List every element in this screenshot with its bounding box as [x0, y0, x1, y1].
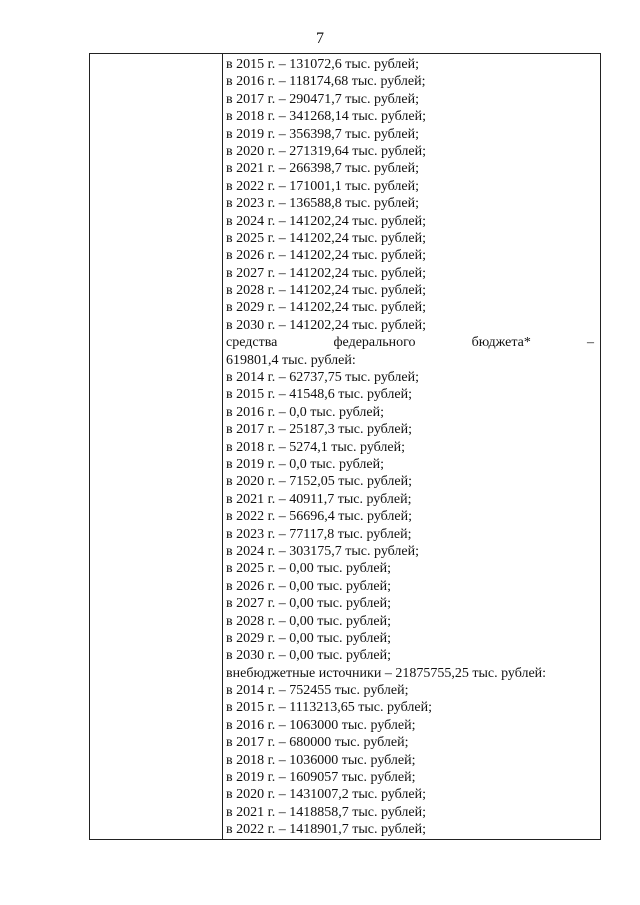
funding-year-line: в 2022 г. – 171001,1 тыс. рублей;	[226, 178, 419, 194]
funding-year-line: в 2016 г. – 0,0 тыс. рублей;	[226, 404, 384, 420]
funding-year-line: в 2020 г. – 271319,64 тыс. рублей;	[226, 143, 426, 159]
funding-year-line: в 2030 г. – 0,00 тыс. рублей;	[226, 648, 391, 664]
funding-year-line: в 2020 г. – 7152,05 тыс. рублей;	[226, 474, 412, 490]
heading-word: бюджета*	[471, 335, 531, 351]
heading-word: –	[587, 335, 594, 351]
funding-year-line: в 2027 г. – 0,00 тыс. рублей;	[226, 596, 391, 612]
funding-year-line: в 2015 г. – 41548,6 тыс. рублей;	[226, 387, 412, 403]
funding-year-line: в 2018 г. – 341268,14 тыс. рублей;	[226, 109, 426, 125]
funding-year-line: в 2016 г. – 1063000 тыс. рублей;	[226, 717, 416, 733]
funding-year-line: в 2022 г. – 56696,4 тыс. рублей;	[226, 509, 412, 525]
regional-budget-lines	[226, 56, 594, 334]
funding-year-line: в 2018 г. – 5274,1 тыс. рублей;	[226, 439, 405, 455]
funding-year-line: в 2015 г. – 1113213,65 тыс. рублей;	[226, 700, 432, 716]
funding-year-line: в 2018 г. – 1036000 тыс. рублей;	[226, 752, 416, 768]
extrabudgetary-heading: внебюджетные источники – 21875755,25 тыс. рублей:	[226, 665, 547, 681]
funding-year-line: в 2026 г. – 141202,24 тыс. рублей;	[226, 248, 426, 264]
funding-year-line: в 2020 г. – 1431007,2 тыс. рублей;	[226, 787, 426, 803]
heading-word: средства	[226, 335, 278, 351]
funding-year-line: в 2025 г. – 141202,24 тыс. рублей;	[226, 230, 426, 246]
funding-year-line: в 2029 г. – 0,00 тыс. рублей;	[226, 630, 391, 646]
funding-year-line: в 2027 г. – 141202,24 тыс. рублей;	[226, 265, 426, 281]
federal-budget-total: 619801,4 тыс. рублей:	[226, 352, 356, 368]
funding-table	[89, 53, 601, 840]
funding-year-line: в 2030 г. – 141202,24 тыс. рублей;	[226, 317, 426, 333]
funding-year-line: в 2021 г. – 40911,7 тыс. рублей;	[226, 491, 412, 507]
funding-year-line: в 2023 г. – 77117,8 тыс. рублей;	[226, 526, 412, 542]
extrabudgetary-lines	[226, 682, 594, 839]
funding-year-line: в 2016 г. – 118174,68 тыс. рублей;	[226, 74, 426, 90]
funding-year-line: в 2026 г. – 0,00 тыс. рублей;	[226, 578, 391, 594]
funding-year-line: в 2019 г. – 1609057 тыс. рублей;	[226, 770, 416, 786]
page-number: 7	[316, 30, 324, 47]
funding-year-line: в 2028 г. – 0,00 тыс. рублей;	[226, 613, 391, 629]
funding-year-line: в 2022 г. – 1418901,7 тыс. рублей;	[226, 822, 426, 838]
funding-year-line: в 2025 г. – 0,00 тыс. рублей;	[226, 561, 391, 577]
funding-year-line: в 2014 г. – 62737,75 тыс. рублей;	[226, 370, 419, 386]
funding-year-line: в 2019 г. – 356398,7 тыс. рублей;	[226, 126, 419, 142]
funding-year-line: в 2017 г. – 25187,3 тыс. рублей;	[226, 422, 412, 438]
column-divider	[222, 54, 223, 839]
funding-year-line: в 2017 г. – 290471,7 тыс. рублей;	[226, 91, 419, 107]
heading-word: федерального	[333, 335, 416, 351]
funding-year-line: в 2014 г. – 752455 тыс. рублей;	[226, 683, 409, 699]
funding-year-line: в 2024 г. – 141202,24 тыс. рублей;	[226, 213, 426, 229]
funding-year-line: в 2023 г. – 136588,8 тыс. рублей;	[226, 196, 419, 212]
funding-year-line: в 2017 г. – 680000 тыс. рублей;	[226, 735, 409, 751]
funding-year-line: в 2015 г. – 131072,6 тыс. рублей;	[226, 57, 419, 72]
funding-details-cell	[226, 56, 594, 839]
funding-year-line: в 2021 г. – 266398,7 тыс. рублей;	[226, 161, 419, 177]
funding-year-line: в 2028 г. – 141202,24 тыс. рублей;	[226, 283, 426, 299]
funding-year-line: в 2024 г. – 303175,7 тыс. рублей;	[226, 543, 419, 559]
funding-year-line: в 2029 г. – 141202,24 тыс. рублей;	[226, 300, 426, 316]
federal-budget-lines	[226, 369, 594, 665]
federal-budget-heading	[226, 334, 594, 351]
funding-year-line: в 2019 г. – 0,0 тыс. рублей;	[226, 456, 384, 472]
funding-year-line: в 2021 г. – 1418858,7 тыс. рублей;	[226, 804, 426, 820]
